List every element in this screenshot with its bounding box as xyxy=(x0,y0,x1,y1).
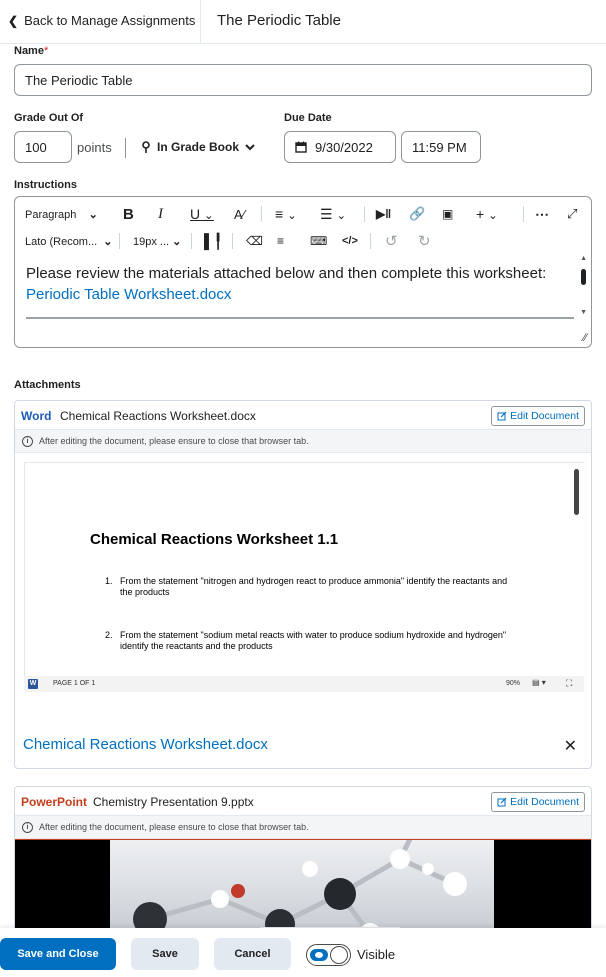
info-icon: i xyxy=(22,436,33,447)
insert-icon[interactable]: + ⌄ xyxy=(476,206,498,222)
save-and-close-button[interactable]: Save and Close xyxy=(0,938,116,970)
edit-document-label: Edit Document xyxy=(510,796,579,808)
edit-document-label: Edit Document xyxy=(510,410,579,422)
list-number: 1. xyxy=(105,576,113,586)
attachments-label: Attachments xyxy=(14,379,81,391)
name-input[interactable] xyxy=(14,64,592,96)
top-bar xyxy=(0,0,606,44)
visibility-label: Visible xyxy=(357,947,396,962)
link-icon[interactable]: 🔗 xyxy=(409,206,426,221)
chevron-left-icon: ❮ xyxy=(8,13,19,28)
format-select[interactable]: Paragraph ⌄ xyxy=(25,208,98,221)
slide-image xyxy=(110,839,494,928)
document-status-bar xyxy=(24,676,584,692)
list-icon[interactable]: ☰ ⌄ xyxy=(320,205,347,222)
list-text: From the statement "nitrogen and hydrogen react to produce ammonia" identify the reactants and the products xyxy=(120,576,508,597)
editor-scrollbar[interactable] xyxy=(581,269,586,285)
fullscreen-icon[interactable]: ⛶ xyxy=(566,678,573,688)
eye-icon xyxy=(315,952,323,958)
more-options-icon[interactable]: ⋯ xyxy=(535,205,549,222)
attachment-header xyxy=(15,787,591,816)
app-name-powerpoint: PowerPoint xyxy=(21,795,88,809)
calendar-icon xyxy=(295,141,307,153)
document-preview[interactable] xyxy=(24,462,584,676)
scroll-down-icon[interactable]: ▼ xyxy=(580,309,587,316)
find-replace-icon[interactable]: ⌨ xyxy=(310,234,328,248)
grade-label: Grade Out Of xyxy=(14,112,84,124)
underline-button[interactable]: U ⌄ xyxy=(190,206,214,222)
back-link-label: Back to Manage Assignments xyxy=(24,13,196,28)
points-label: points xyxy=(77,140,112,155)
list-number: 2. xyxy=(105,630,113,640)
header-divider xyxy=(200,0,201,44)
media-icon[interactable]: ▶‖ xyxy=(376,207,392,221)
size-select-value: 19px ... xyxy=(133,235,170,248)
pin-icon xyxy=(141,141,151,154)
chevron-down-icon xyxy=(245,144,255,151)
toolbar-divider xyxy=(523,206,524,222)
edit-notice xyxy=(15,816,591,839)
edit-icon xyxy=(497,411,507,421)
due-time-value: 11:59 PM xyxy=(412,139,467,155)
edit-notice xyxy=(15,430,591,453)
document-list-item xyxy=(105,576,525,600)
attachment-card-word xyxy=(14,400,592,769)
redo-icon[interactable]: ↻ xyxy=(418,233,431,250)
grade-input-value: 100 xyxy=(25,139,47,155)
editor-toolbar-row-1 xyxy=(15,201,592,227)
editor-content[interactable] xyxy=(26,263,566,305)
fullscreen-icon[interactable]: ⤢ xyxy=(567,206,578,221)
close-icon[interactable]: ✕ xyxy=(563,738,577,755)
list-text: From the statement "sodium metal reacts with water to produce sodium hydroxide and hydrogen" identify the reactants and the products xyxy=(120,630,507,651)
footer-bar xyxy=(0,928,606,977)
image-icon[interactable]: ▣ xyxy=(442,207,454,221)
due-date-input[interactable] xyxy=(284,131,396,163)
edit-document-button[interactable] xyxy=(491,406,585,426)
presentation-preview[interactable] xyxy=(15,839,591,928)
attachment-link[interactable]: Chemical Reactions Worksheet.docx xyxy=(23,736,268,753)
size-select[interactable]: 19px ... ⌄ xyxy=(133,235,182,248)
source-code-icon[interactable]: </> xyxy=(342,235,358,247)
required-marker: * xyxy=(43,45,49,57)
attachment-filename: Chemical Reactions Worksheet.docx xyxy=(60,409,256,423)
due-time-input[interactable] xyxy=(401,131,481,163)
text-color-icon[interactable]: A⁄ xyxy=(234,206,245,222)
undo-icon[interactable]: ↺ xyxy=(385,233,398,250)
align-icon[interactable]: ≡ ⌄ xyxy=(275,206,297,222)
cancel-button[interactable]: Cancel xyxy=(214,938,291,970)
attachment-header xyxy=(15,401,591,430)
grade-divider xyxy=(125,138,126,158)
page-title: The Periodic Table xyxy=(217,12,341,29)
document-list-item xyxy=(105,630,525,654)
scroll-up-icon[interactable]: ▲ xyxy=(580,255,587,262)
grade-book-label: In Grade Book xyxy=(157,140,240,154)
view-menu-icon[interactable]: ▤ ▾ xyxy=(532,678,546,687)
italic-button[interactable]: I xyxy=(158,205,163,222)
page-indicator: PAGE 1 OF 1 xyxy=(53,680,96,687)
document-scroll-thumb[interactable] xyxy=(574,469,579,515)
visibility-toggle[interactable] xyxy=(306,944,351,966)
toolbar-divider xyxy=(232,233,233,249)
clear-format-icon[interactable]: ⌫ xyxy=(246,234,263,248)
attachment-filename: Chemistry Presentation 9.pptx xyxy=(93,795,254,809)
grade-book-dropdown[interactable] xyxy=(141,140,255,154)
attachment-card-powerpoint xyxy=(14,786,592,928)
toolbar-divider xyxy=(119,233,120,249)
font-select[interactable]: Lato (Recom... ⌄ xyxy=(25,235,113,248)
strikethrough-icon[interactable]: ≡ xyxy=(277,234,285,248)
app-name-word: Word xyxy=(21,409,52,423)
edit-document-button[interactable] xyxy=(491,792,585,812)
editor-horizontal-rule xyxy=(26,317,574,319)
instructions-editor[interactable] xyxy=(14,196,592,348)
editor-toolbar-row-2 xyxy=(15,228,592,254)
molecule-image xyxy=(110,839,494,928)
name-label xyxy=(14,45,48,57)
instructions-label: Instructions xyxy=(14,179,77,191)
toolbar-divider xyxy=(191,233,192,249)
notice-text: After editing the document, please ensure to close that browser tab. xyxy=(39,822,309,832)
save-button[interactable]: Save xyxy=(131,938,199,970)
name-label-text: Name xyxy=(14,45,44,57)
resize-handle-icon[interactable]: ∕∕ xyxy=(583,332,587,344)
back-link[interactable] xyxy=(8,13,195,28)
edit-icon xyxy=(497,797,507,807)
toolbar-divider xyxy=(261,206,262,222)
format-painter-icon[interactable]: ▌╿ xyxy=(204,232,223,249)
due-date-value: 9/30/2022 xyxy=(315,139,373,155)
notice-text: After editing the document, please ensure to close that browser tab. xyxy=(39,436,309,446)
document-scrollbar[interactable] xyxy=(570,463,584,677)
format-select-value: Paragraph xyxy=(25,208,77,221)
document-title: Chemical Reactions Worksheet 1.1 xyxy=(90,531,339,548)
name-input-value: The Periodic Table xyxy=(25,72,133,88)
preview-top-border xyxy=(15,839,591,840)
font-select-value: Lato (Recom... xyxy=(25,235,98,248)
zoom-level[interactable]: 90% xyxy=(506,680,521,687)
toolbar-divider xyxy=(370,233,371,249)
word-icon: W xyxy=(29,680,37,687)
bold-button[interactable]: B xyxy=(123,205,134,223)
editor-paragraph: Please review the materials attached below and then complete this worksheet: xyxy=(26,265,547,282)
editor-link[interactable]: Periodic Table Worksheet.docx xyxy=(26,286,232,303)
info-icon: i xyxy=(22,822,33,833)
grade-input[interactable] xyxy=(14,131,72,163)
toggle-knob xyxy=(330,946,348,964)
toolbar-divider xyxy=(364,206,365,222)
due-date-label: Due Date xyxy=(284,112,332,124)
